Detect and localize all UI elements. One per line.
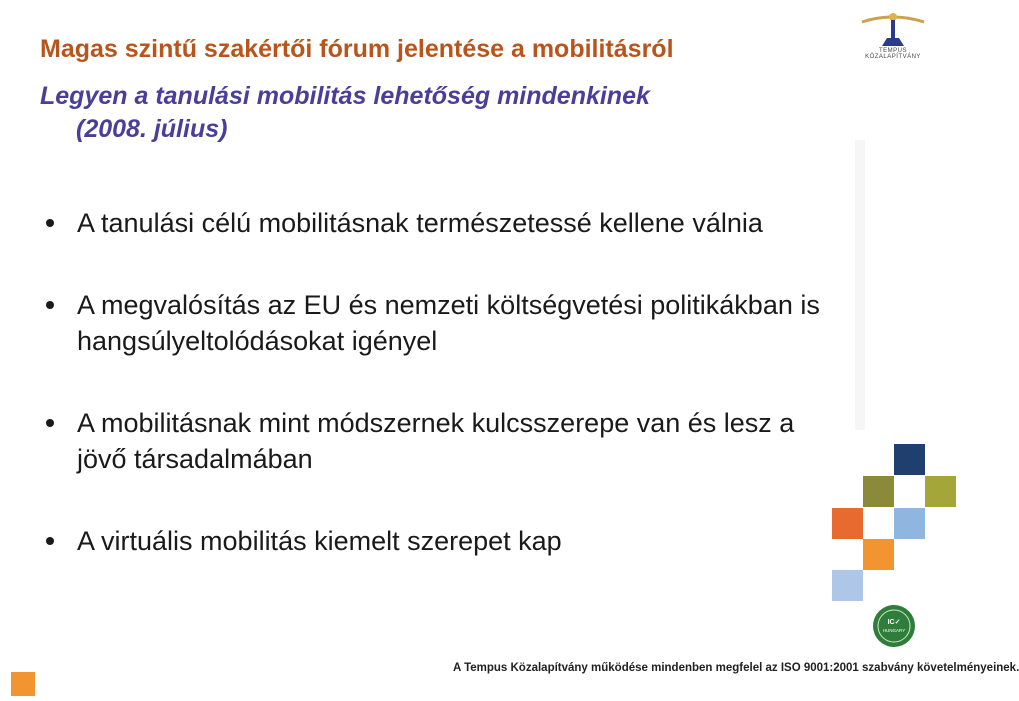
bullet-list [40, 205, 830, 559]
bullet-text: A mobilitásnak mint módszernek kulcsszerepe van és lesz a jövő társadalmában [77, 408, 795, 474]
iso-statement: A Tempus Közalapítvány működése mindenben megfelel az ISO 9001:2001 szabvány követelményeinek. [453, 662, 1019, 674]
deco-square-orange-red [832, 508, 863, 539]
bullet-item [40, 205, 830, 241]
logo-caption: TEMPUS KÖZALAPÍTVÁNY [865, 48, 921, 60]
deco-square-navy [894, 444, 925, 475]
bullet-dot-icon [46, 219, 54, 227]
bullet-text: A tanulási célú mobilitásnak természetessé kellene válnia [77, 208, 763, 238]
svg-text:IC✓: IC✓ [887, 619, 901, 626]
subtitle-line-2: (2008. július) [76, 114, 228, 143]
bullet-item [40, 287, 830, 359]
deco-square-pale-blue [832, 570, 863, 601]
decorative-band [855, 140, 865, 430]
bullet-text: A virtuális mobilitás kiemelt szerepet kap [77, 526, 562, 556]
deco-square-orange [863, 539, 894, 570]
bullet-item [40, 405, 830, 477]
deco-square-olive-light [925, 476, 956, 507]
ic-hungary-seal-icon [872, 604, 916, 648]
deco-square-olive [863, 476, 894, 507]
bullet-text: A megvalósítás az EU és nemzeti költségvetési politikákban is hangsúlyeltolódásokat igényel [77, 290, 820, 356]
subtitle-line-1: Legyen a tanulási mobilitás lehetőség mindenkinek [40, 82, 650, 110]
bullet-dot-icon [46, 537, 54, 545]
svg-text:HUNGARY: HUNGARY [882, 628, 906, 633]
bullet-item [40, 523, 830, 559]
slide-subtitle [40, 80, 830, 145]
corner-square [11, 672, 35, 696]
bullet-dot-icon [46, 419, 54, 427]
deco-square-light-blue [894, 508, 925, 539]
bullet-dot-icon [46, 301, 54, 309]
slide-title: Magas szintű szakértői fórum jelentése a mobilitásról [40, 35, 674, 63]
